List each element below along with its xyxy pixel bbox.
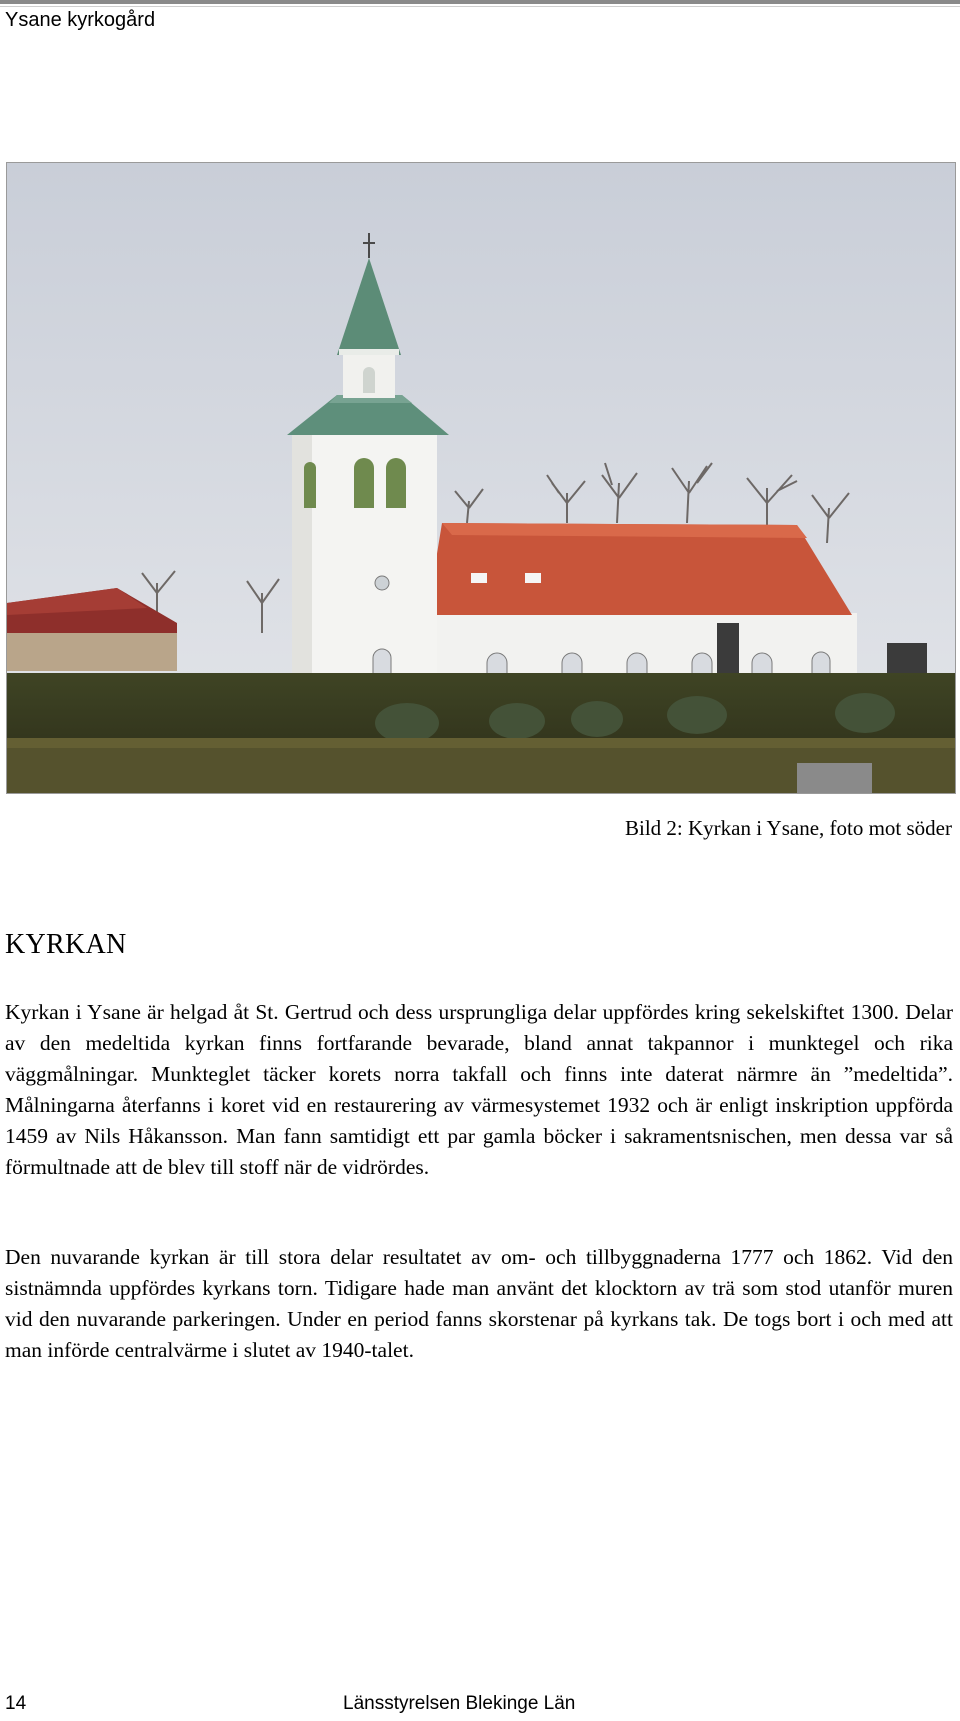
body-paragraph: Den nuvarande kyrkan är till stora delar resultatet av om- och tillbyggnaderna 1777 och 1862. Vid den sistnämnda uppfördes kyrkans torn. Tidigare hade man använt det klocktorn av trä som stod utanför muren vid den nuvarande parkeringen. Under en period fanns skorstenar på kyrkans tak. De togs bort i och med att man införde centralvärme i slutet av 1940-talet. bbox=[5, 1245, 953, 1362]
body-paragraph: Kyrkan i Ysane är helgad åt St. Gertrud och dess ursprungliga delar uppfördes kring sekelskiftet 1300. Delar av den medeltida kyrkan finns fortfarande bevarade, bland annat takpannor i munktegel och rika väggmålningar. Munkteglet täcker korets norra takfall och finns inte daterat närmre än ”medeltida”. Målningarna återfanns i koret vid en restaurering av värmesystemet 1932 och är enligt inskription uppförda 1459 av Nils Håkansson. Man fann samtidigt ett par gamla böcker i sakramentsnischen, men dessa var så förmultnade att de blev till stoff när de vidrördes. bbox=[5, 1000, 953, 1179]
figure-caption: Bild 2: Kyrkan i Ysane, foto mot söder bbox=[624, 816, 952, 840]
section-heading: KYRKAN bbox=[5, 929, 127, 960]
church-photo-illustration bbox=[7, 163, 956, 794]
header-rule-thin bbox=[0, 6, 960, 7]
footer-organization: Länsstyrelsen Blekinge Län bbox=[343, 1693, 576, 1714]
header-rule bbox=[0, 0, 960, 4]
running-header: Ysane kyrkogård bbox=[5, 9, 156, 31]
page-number: 14 bbox=[5, 1693, 27, 1714]
church-photo bbox=[6, 162, 956, 794]
